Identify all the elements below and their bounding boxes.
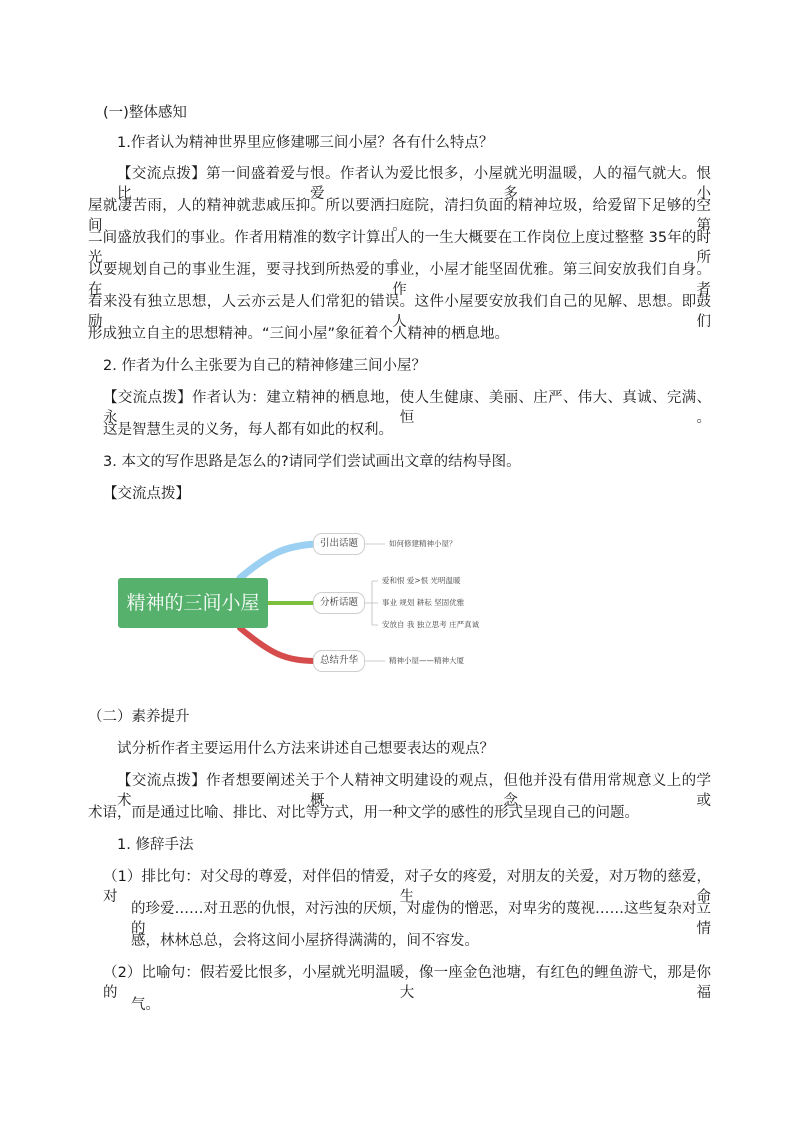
question-2: 2. 作者为什么主张要为自己的精神修建三间小屋？ — [103, 358, 426, 374]
structure-mind-map — [110, 518, 510, 678]
middle-leaf-bracket — [365, 581, 378, 625]
mind-map-root: 精神的三间小屋 — [118, 578, 268, 628]
section2-answer-line-1: 【交流点拨】作者想要阐述关于个人精神文明建设的观点，但他并没有借用常规意义上的学术概念或 — [117, 773, 711, 809]
metaphor-line-2: 气。 — [131, 997, 160, 1013]
branch-analysis: 分析话题 — [313, 592, 365, 614]
answer-1-line-3: 二间盛放我们的事业。作者用精准的数字计算出人的一生大概要在工作岗位上度过整整 35年的时光。所 — [88, 230, 711, 266]
answer-3-label: 【交流点拨】 — [103, 486, 190, 502]
parallelism-line-3: 感，林林总总，会将这间小屋挤得满满的，间不容发。 — [131, 933, 479, 949]
answer-1-line-6: 形成独立自主的思想精神。“三间小屋”象征着个人精神的栖息地。 — [88, 326, 510, 342]
leaf-summary-1: 精神小屋——精神大厦 — [389, 656, 464, 665]
parallelism-line-2: 的珍爱……对丑恶的仇恨，对污浊的厌烦，对虚伪的憎恶，对卑劣的蔑视……这些复杂对立的情 — [131, 901, 711, 937]
answer-2-line-1: 【交流点拨】作者认为：建立精神的栖息地，使人生健康、美丽、庄严、伟大、真诚、完满、永恒。 — [103, 390, 711, 426]
answer-1-line-1: 【交流点拨】第一间盛着爱与恨。作者认为爱比恨多，小屋就光明温暖，人的福气就大。恨比爱多小 — [117, 166, 711, 202]
section2-heading: （二）素养提升 — [88, 709, 190, 725]
answer-1-line-2: 屋就凄苦雨，人的精神就悲戚压抑。所以要洒扫庭院，清扫负面的精神垃圾，给爱留下足够的空间。第 — [88, 198, 711, 234]
answer-1-line-5: 看来没有独立思想，人云亦云是人们常犯的错误。这件小屋要安放我们自己的见解、思想。即鼓励人们 — [88, 294, 711, 330]
branch-top-curve — [240, 544, 315, 578]
metaphor-line-1: （2）比喻句：假若爱比恨多，小屋就光明温暖，像一座金色池塘，有红色的鲤鱼游弋，那是你的大福 — [103, 965, 711, 1001]
leaf-analysis-2: 事业 规划 耕耘 坚固优雅 — [382, 598, 465, 607]
leaf-analysis-1: 爱和恨 爱>恨 光明温暖 — [382, 576, 461, 585]
question-1: 1.作者认为精神世界里应修建哪三间小屋？各有什么特点？ — [117, 135, 494, 151]
section2-question: 试分析作者主要运用什么方法来讲述自己想要表达的观点？ — [117, 741, 494, 757]
question-3: 3. 本文的写作思路是怎么的?请同学们尝试画出文章的结构导图。 — [103, 454, 521, 470]
item-1-heading: 1. 修辞手法 — [117, 837, 194, 853]
branch-summary: 总结升华 — [313, 650, 365, 672]
section1-heading: (一)整体感知 — [103, 105, 187, 121]
parallelism-line-1: （1）排比句：对父母的尊爱，对伴侣的情爱，对子女的疼爱，对朋友的关爱，对万物的慈爱，对生命 — [103, 869, 711, 905]
branch-bottom-curve — [240, 628, 315, 661]
answer-2-line-2: 这是智慧生灵的义务，每人都有如此的权利。 — [103, 422, 393, 438]
answer-1-line-4: 以要规划自己的事业生涯，要寻找到所热爱的事业，小屋才能坚固优雅。第三间安放我们自身。在作者 — [88, 262, 711, 298]
section2-answer-line-2: 术语，而是通过比喻、排比、对比等方式，用一种文学的感性的形式呈现自己的问题。 — [88, 805, 639, 821]
branch-intro: 引出话题 — [313, 533, 365, 555]
leaf-analysis-3: 安放自 我 独立思考 庄严真诚 — [382, 620, 480, 629]
leaf-intro-1: 如何修建精神小屋？ — [389, 539, 457, 548]
